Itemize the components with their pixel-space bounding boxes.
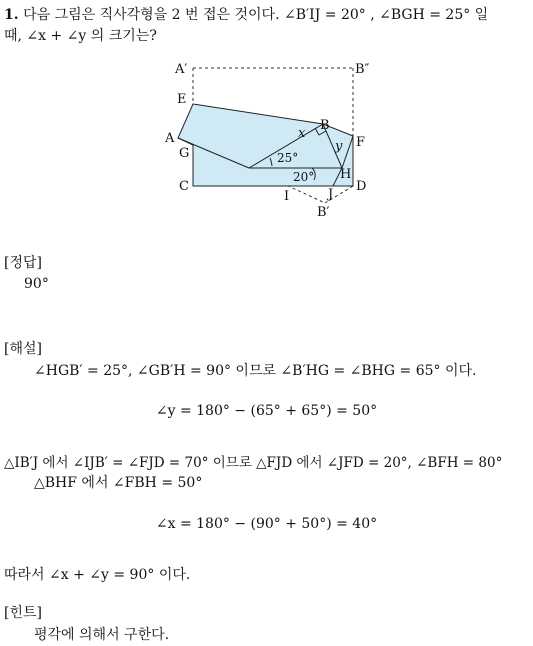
hint-label: [힌트] — [4, 605, 42, 621]
problem-number: 1. — [4, 7, 19, 23]
hint-text: 평각에 의해서 구한다. — [34, 627, 170, 643]
folded-rectangle-figure — [160, 54, 400, 224]
label-angle-25: 25° — [277, 151, 299, 165]
solution-line-1: ∠HGB′ = 25°, ∠GB′H = 90° 이므로 ∠B′HG = ∠BHG = 65° 이다. — [34, 363, 477, 379]
solution-equation-y: ∠y = 180° − (65° + 65°) = 50° — [155, 403, 378, 419]
label-g: G — [179, 146, 190, 161]
solution-label: [해설] — [4, 341, 42, 357]
label-b-double-prime: B″ — [355, 62, 370, 77]
problem-text-1: 다음 그림은 직사각형을 2 번 접은 것이다. ∠B′IJ = 20° , ∠BGH = 25° 일 — [23, 7, 489, 23]
label-y: y — [335, 139, 343, 154]
label-a: A — [165, 131, 175, 146]
label-x: x — [298, 126, 306, 141]
label-c: C — [179, 179, 189, 194]
label-i: I — [284, 189, 290, 204]
answer-value: 90° — [24, 276, 49, 292]
solution-line-2: △IB′J 에서 ∠IJB′ = ∠FJD = 70° 이므로 △FJD 에서 ∠JFD = 20°, ∠BFH = 80° — [4, 455, 503, 471]
label-d: D — [356, 179, 367, 194]
solution-line-3: △BHF 에서 ∠FBH = 50° — [34, 475, 203, 491]
label-f: F — [356, 135, 366, 150]
label-b-prime: B′ — [317, 205, 330, 220]
label-e: E — [177, 92, 187, 107]
label-h: H — [340, 167, 352, 182]
folded-shape — [178, 104, 353, 186]
label-a-prime: A′ — [175, 62, 188, 77]
problem-line-1 — [4, 4, 488, 24]
problem-text-2: 때, ∠x + ∠y 의 크기는? — [4, 28, 157, 44]
label-angle-20: 20° — [293, 170, 315, 184]
label-j: J — [328, 187, 334, 202]
solution-conclusion: 따라서 ∠x + ∠y = 90° 이다. — [4, 567, 191, 583]
answer-label: [정답] — [4, 255, 42, 271]
label-b: B — [320, 118, 330, 133]
solution-equation-x: ∠x = 180° − (90° + 50°) = 40° — [155, 516, 378, 532]
